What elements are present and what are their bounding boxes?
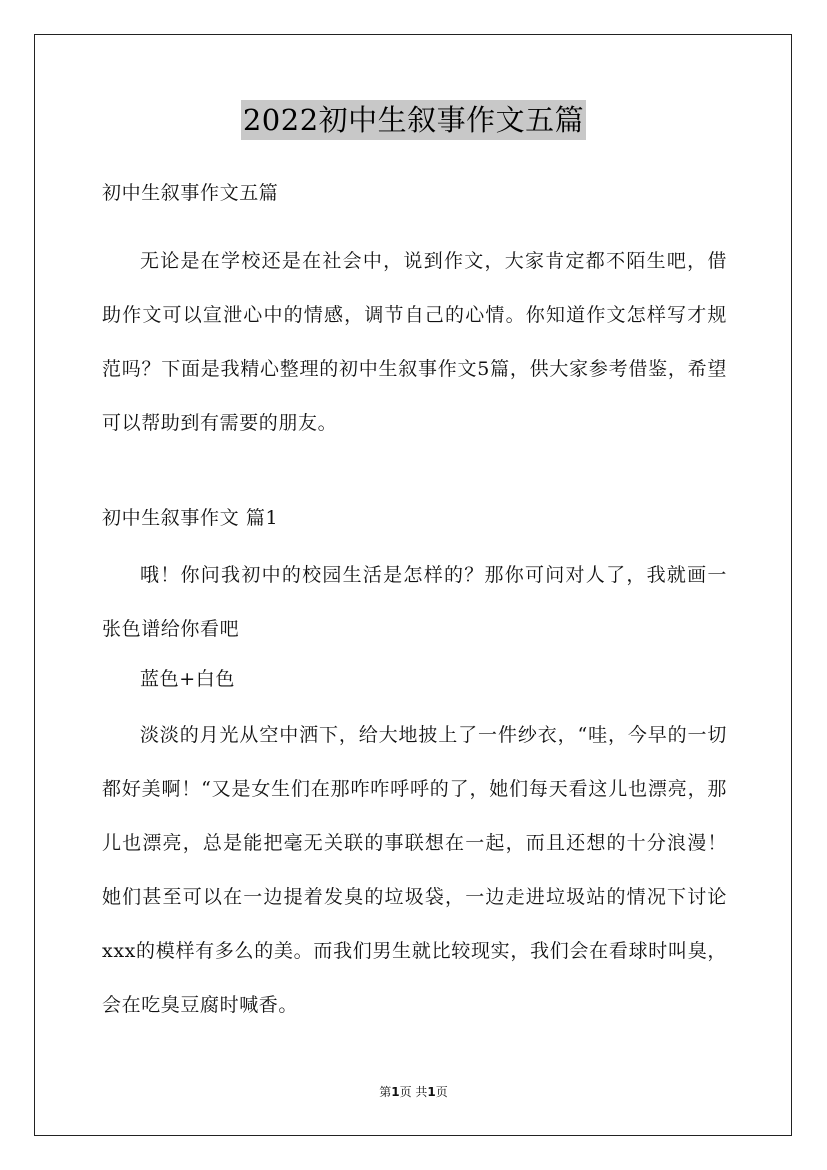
page-number: 1 [391, 1085, 400, 1099]
title-container [0, 100, 827, 140]
document-subtitle: 初中生叙事作文五篇 [102, 182, 279, 204]
body-paragraph: 淡淡的月光从空中洒下，给大地披上了一件纱衣，“哇，今早的一切都好美啊！“又是女生们在那咋咋呼呼的了，她们每天看这儿也漂亮，那儿也漂亮，总是能把毫无关联的事联想在一起，而且还想的十分浪漫！她们甚至可以在一边提着发臭的垃圾袋，一边走进垃圾站的情况下讨论xxx的模样有多么的美。而我们男生就比较现实，我们会在看球时叫臭，会在吃臭豆腐时喊香。 [102, 724, 727, 1016]
footer-mid: 页 共 [399, 1085, 428, 1099]
page-total: 1 [427, 1085, 436, 1099]
footer-prefix: 第 [379, 1085, 392, 1099]
color-subheading: 蓝色+白色 [140, 668, 235, 690]
intro-paragraph: 无论是在学校还是在社会中，说到作文，大家肯定都不陌生吧，借助作文可以宣泄心中的情感，调节自己的心情。你知道作文怎样写才规范吗？下面是我精心整理的初中生叙事作文5篇，供大家参考借鉴，希望可以帮助到有需要的朋友。 [102, 250, 727, 434]
body-paragraph: 哦！你问我初中的校园生活是怎样的？那你可问对人了，我就画一张色谱给你看吧 [102, 564, 727, 640]
document-title: 2022初中生叙事作文五篇 [241, 100, 586, 140]
footer-suffix: 页 [435, 1085, 448, 1099]
page-footer [0, 1083, 827, 1100]
section-heading: 初中生叙事作文 篇1 [102, 507, 279, 529]
